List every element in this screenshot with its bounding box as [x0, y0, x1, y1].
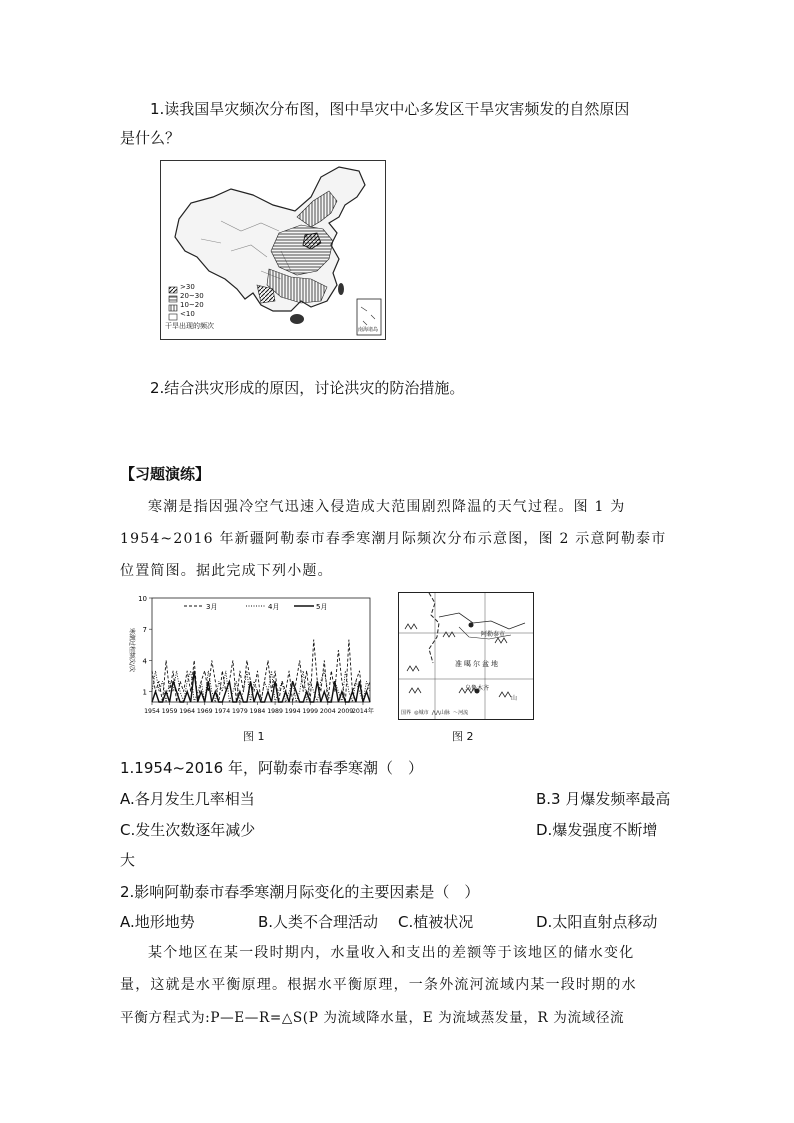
x-tick-label: 1999	[302, 708, 319, 715]
x-tick-label: 1959	[161, 708, 178, 715]
exercise-q2-option-d: D.太阳直射点移动	[536, 913, 658, 931]
exercise-q1-option-d-continued: 大	[120, 851, 136, 869]
china-drought-map	[160, 160, 386, 340]
figure-1-chart	[118, 590, 378, 722]
label-basin: 准噶尔盆地	[455, 660, 500, 668]
label-urumqi: 乌鲁木齐	[465, 685, 490, 692]
para2-line-1: 某个地区在某一段时期内，水量收入和支出的差额等于该地区的储水变化	[148, 945, 635, 961]
legend-label-3: 5月	[316, 603, 328, 611]
exercise-q1-option-a: A.各月发生几率相当	[120, 790, 255, 808]
x-tick-label: 1969	[196, 708, 213, 715]
legend-over-30: >30	[180, 283, 195, 291]
river-1	[439, 613, 525, 629]
para1-line-3: 位置简图。据此完成下列小题。	[120, 563, 333, 579]
border-line	[429, 593, 439, 663]
legend-10-20: 10~20	[180, 301, 204, 309]
label-mountain: 山	[511, 695, 518, 702]
question-2: 2.结合洪灾形成的原因，讨论洪灾的防治措施。	[150, 379, 465, 397]
para2-line-2: 量，这就是水平衡原理。根据水平衡原理，一条外流河流域内某一段时期的水	[120, 977, 637, 993]
exercise-q1-option-d: D.爆发强度不断增	[536, 821, 658, 839]
x-tick-label: 1989	[267, 708, 283, 715]
inset-label: 南海诸岛	[358, 327, 379, 333]
exercise-q2-option-a: A.地形地势	[120, 913, 195, 931]
x-tick-label: 1954	[144, 708, 160, 715]
label-altay: 阿勒泰市	[481, 631, 506, 638]
y-tick-label: 7	[142, 626, 147, 635]
question-1-line-2: 是什么？	[120, 129, 181, 147]
legend-under-10: <10	[180, 310, 195, 318]
x-tick-label: 2004	[319, 708, 336, 715]
x-tick-label: 1974	[214, 708, 231, 715]
x-tick-label: 2014年	[351, 708, 374, 715]
exercise-q2-stem: 2.影响阿勒泰市春季寒潮月际变化的主要因素是（ ）	[120, 883, 480, 901]
exercise-q2-option-c: C.植被状况	[398, 913, 474, 931]
y-tick-label: 10	[138, 595, 147, 603]
y-tick-label: 4	[142, 657, 147, 666]
figure-2-map	[398, 592, 534, 720]
figure-2-caption: 图 2	[452, 730, 474, 743]
question-1-line-1: 1.读我国旱灾频次分布图，图中旱灾中心多发区干旱灾害频发的自然原因	[150, 100, 630, 118]
legend-label-2: 4月	[268, 603, 280, 611]
taiwan-island	[338, 283, 344, 295]
exercise-q1-option-b: B.3 月爆发频率最高	[536, 790, 671, 808]
para1-line-2: 1954~2016 年新疆阿勒泰市春季寒潮月际频次分布示意图，图 2 示意阿勒泰市	[120, 531, 667, 547]
y-tick-label: 1	[142, 688, 147, 697]
figure-1-caption: 图 1	[243, 730, 265, 743]
x-tick-label: 1979	[232, 708, 248, 715]
exercise-heading: 【习题演练】	[120, 465, 211, 483]
para1-line-1: 寒潮是指因强冷空气迅速入侵造成大范围剧烈降温的天气过程。图 1 为	[148, 499, 626, 515]
x-tick-label: 1964	[179, 708, 196, 715]
city-altay	[469, 623, 474, 628]
exercise-q1-option-c: C.发生次数逐年减少	[120, 821, 256, 839]
hainan-island	[290, 314, 304, 324]
exercise-q2-option-b: B.人类不合理活动	[258, 913, 379, 931]
legend-20-30: 20~30	[180, 292, 204, 300]
map-legend: 国界 ◎城市 ⋀⋀山脉 ～河流	[401, 710, 469, 716]
legend-caption: 干旱出现的频次	[165, 322, 214, 330]
x-tick-label: 1984	[249, 708, 266, 715]
legend-label-1: 3月	[206, 603, 218, 611]
y-axis-label: 寒潮过程频次/次	[128, 627, 135, 673]
exercise-q1-stem: 1.1954~2016 年，阿勒泰市春季寒潮（ ）	[120, 759, 423, 777]
x-tick-label: 1994	[284, 708, 301, 715]
x-tick-label: 2009	[337, 708, 354, 715]
para2-line-3: 平衡方程式为:P—E—R=△S(P 为流域降水量，E 为流域蒸发量，R 为流域径流	[120, 1010, 625, 1026]
